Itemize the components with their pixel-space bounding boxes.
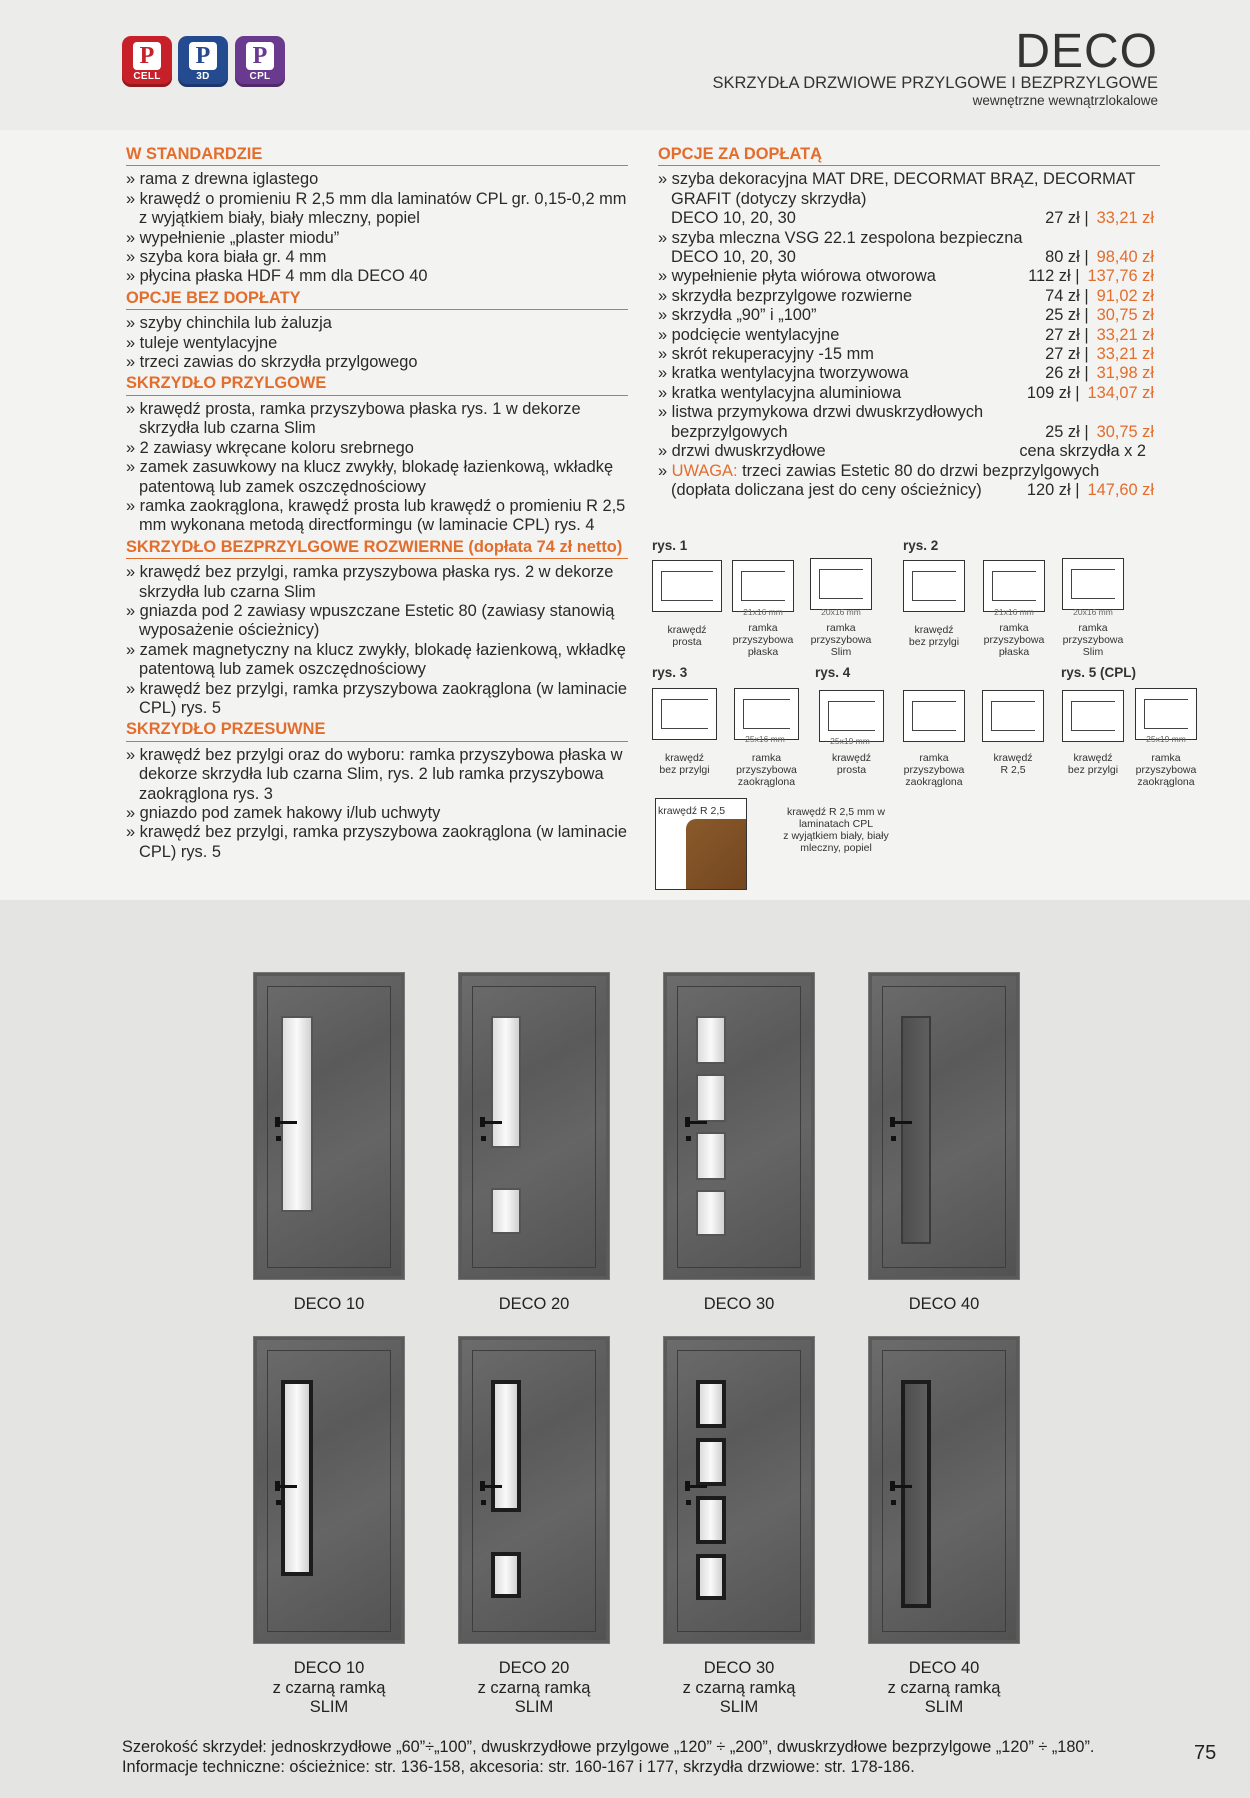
price: 27 zł | 33,21 zł — [1045, 325, 1154, 344]
section-heading: SKRZYDŁO BEZPRZYLGOWE ROZWIERNE (dopłata 74 zł netto) — [126, 538, 628, 559]
door-label: DECO 10 — [293, 1295, 365, 1313]
glass-pane — [696, 1074, 726, 1122]
diagram-label: rys. 5 (CPL) — [1061, 665, 1137, 680]
page-subtitle: SKRZYDŁA DRZWIOWE PRZYLGOWE I BEZPRZYLGOWE — [712, 74, 1158, 92]
option-item: DECO 10, 20, 30 80 zł | 98,40 zł — [671, 248, 1154, 267]
price: 27 zł | 33,21 zł — [1045, 345, 1154, 364]
door-image — [869, 1337, 1019, 1643]
door-handle-icon — [480, 1485, 502, 1488]
profile-icon — [1062, 558, 1124, 610]
option-item: » szyba dekoracyjna MAT DRE, DECORMAT BRĄZ, DECORMAT GRAFIT (dotyczy skrzydła) — [658, 170, 1136, 208]
left-column — [126, 145, 628, 864]
dimension-label: 20x16 mm — [821, 607, 861, 617]
list-item: » krawędź bez przylgi, ramka przyszybowa zaokrąglona (w laminacie CPL) rys. 5 — [126, 823, 628, 862]
diagram-caption: krawędź R 2,5 — [993, 752, 1033, 776]
profile-icon — [983, 560, 1045, 612]
right-column — [658, 145, 1160, 500]
door-handle-icon — [480, 1121, 502, 1124]
keyhole-icon — [686, 1136, 691, 1141]
glass-pane — [281, 1016, 313, 1212]
profile-icon — [652, 560, 722, 612]
list-item: » gniazdo pod zamek hakowy i/lub uchwyty — [126, 804, 628, 823]
price: 74 zł | 91,02 zł — [1045, 286, 1154, 305]
list-item: » zamek zasuwkowy na klucz zwykły, blokadę łazienkową, wkładkę patentową lub zamek oszczędnościowy — [126, 458, 628, 497]
option-item: » skrót rekuperacyjny -15 mm 27 zł | 33,21 zł — [658, 345, 1154, 364]
dimension-label: 25x16 mm — [745, 734, 785, 744]
price: 25 zł | 30,75 zł — [1045, 422, 1154, 441]
list-item: » krawędź o promieniu R 2,5 mm dla laminatów CPL gr. 0,15-0,2 mm z wyjątkiem biały, biały mleczny, popiel — [126, 190, 628, 229]
diagram-label: rys. 4 — [815, 665, 851, 680]
door-image — [254, 1337, 404, 1643]
list-item: » tuleje wentylacyjne — [126, 334, 628, 353]
diagram-caption: ramka przyszybowa Slim — [1062, 622, 1124, 658]
cell-badge-icon: P CELL — [122, 36, 172, 87]
glass-pane — [281, 1380, 313, 1576]
options-list — [658, 170, 1160, 500]
price: 26 zł | 31,98 zł — [1045, 364, 1154, 383]
list-item: » krawędź bez przylgi, ramka przyszybowa zaokrąglona (w laminacie CPL) rys. 5 — [126, 680, 628, 719]
section-heading: SKRZYDŁO PRZESUWNE — [126, 720, 628, 741]
option-item: » drzwi dwuskrzydłowe cena skrzydła x 2 — [658, 442, 1160, 461]
price: 112 zł | 137,76 zł — [1028, 267, 1154, 286]
price: 120 zł | 147,60 zł — [1026, 480, 1154, 499]
keyhole-icon — [891, 1136, 896, 1141]
door-image — [664, 973, 814, 1279]
list-item: » zamek magnetyczny na klucz zwykły, blokadę łazienkową, wkładkę patentową lub zamek oszczędnościowy — [126, 641, 628, 680]
page-number: 75 — [1194, 1742, 1217, 1764]
profile-icon — [1062, 690, 1124, 742]
page-title: DECO — [1015, 25, 1158, 78]
list-item: » krawędź prosta, ramka przyszybowa płaska rys. 1 w dekorze skrzydła lub czarna Slim — [126, 400, 628, 439]
diagram-caption: ramka przyszybowa płaska — [983, 622, 1045, 658]
profile-icon — [903, 690, 965, 742]
keyhole-icon — [481, 1136, 486, 1141]
glass-pane — [491, 1552, 521, 1598]
door-label: DECO 10 z czarną ramką SLIM — [272, 1659, 386, 1716]
price: 109 zł | 134,07 zł — [1026, 383, 1154, 402]
glass-pane — [696, 1380, 726, 1428]
glass-pane — [696, 1554, 726, 1600]
edge-sample-label: krawędź R 2,5 — [658, 805, 726, 817]
option-item: » UWAGA: trzeci zawias Estetic 80 do drzwi bezprzylgowych — [658, 461, 1100, 480]
keyhole-icon — [891, 1500, 896, 1505]
diagram-caption: ramka przyszybowa Slim — [810, 622, 872, 658]
profile-icon — [903, 560, 965, 612]
profile-icon — [732, 560, 794, 612]
option-item: » szyba mleczna VSG 22.1 zespolona bezpieczna — [658, 228, 1023, 247]
dimension-label: 21x16 mm — [743, 607, 783, 617]
dimension-label: 20x16 mm — [1073, 607, 1113, 617]
price: 27 zł | 33,21 zł — [1045, 209, 1154, 228]
glass-pane — [696, 1190, 726, 1236]
option-item: » listwa przymykowa drzwi dwuskrzydłowych — [658, 403, 984, 422]
list-item: » ramka zaokrąglona, krawędź prosta lub krawędź o promieniu R 2,5 mm wykonana metodą directformingu (w laminacie CPL) rys. 4 — [126, 497, 628, 536]
footer-note: Szerokość skrzydeł: jednoskrzydłowe „60”÷„100”, dwuskrzydłowe przylgowe „120” ÷ „200”, dwuskrzydłowe bezprzylgowe „120” ÷ „180”. Informacje techniczne: ościeżnice: str. 136-158, akcesoria: str. 160-167 i 177, skrzydła drzwiowe: str. 178-186. — [122, 1738, 1095, 1776]
price: 80 zł | 98,40 zł — [1045, 248, 1154, 267]
door-label: DECO 20 — [498, 1295, 570, 1313]
door-handle-icon — [890, 1121, 912, 1124]
profile-icon — [982, 690, 1044, 742]
diagram-caption: ramka przyszybowa zaokrąglona — [1135, 752, 1197, 788]
edge-sample-note: krawędź R 2,5 mm w laminatach CPL z wyjątkiem biały, biały mleczny, popiel — [783, 806, 889, 854]
door-image — [459, 973, 609, 1279]
panel-inset — [901, 1380, 931, 1608]
keyhole-icon — [686, 1500, 691, 1505]
glass-pane — [696, 1438, 726, 1486]
diagram-caption: krawędź prosta — [667, 624, 707, 648]
list-item: » wypełnienie „plaster miodu” — [126, 229, 628, 248]
price: cena skrzydła x 2 — [1019, 442, 1146, 461]
diagram-caption: krawędź bez przylgi — [1067, 752, 1119, 776]
option-item: » podcięcie wentylacyjne 27 zł | 33,21 zł — [658, 325, 1154, 344]
door-handle-icon — [685, 1485, 707, 1488]
keyhole-icon — [481, 1500, 486, 1505]
door-handle-icon — [890, 1485, 912, 1488]
dimension-label: 21x16 mm — [994, 607, 1034, 617]
diagram-caption: ramka przyszybowa zaokrąglona — [736, 752, 797, 788]
doors-band — [0, 900, 1250, 1798]
option-item: » kratka wentylacyjna aluminiowa 109 zł | 134,07 zł — [658, 383, 1154, 402]
diagram-caption: ramka przyszybowa zaokrąglona — [903, 752, 965, 788]
door-handle-icon — [275, 1485, 297, 1488]
door-handle-icon — [685, 1121, 707, 1124]
list-item: » szyby chinchila lub żaluzja — [126, 314, 628, 333]
list-item: » 2 zawiasy wkręcane koloru srebrnego — [126, 439, 628, 458]
list-item: » rama z drewna iglastego — [126, 170, 628, 189]
list-item: » płycina płaska HDF 4 mm dla DECO 40 — [126, 267, 628, 286]
list-item: » krawędź bez przylgi, ramka przyszybowa płaska rys. 2 w dekorze skrzydła lub czarna Slim — [126, 563, 628, 602]
diagram-label: rys. 2 — [903, 538, 939, 553]
profile-icon — [652, 688, 717, 740]
page-subtitle-2: wewnętrzne wewnątrzlokalowe — [972, 93, 1158, 108]
door-image — [664, 1337, 814, 1643]
list-item: » trzeci zawias do skrzydła przylgowego — [126, 353, 628, 372]
keyhole-icon — [276, 1500, 281, 1505]
section-heading: OPCJE BEZ DOPŁATY — [126, 289, 628, 310]
door-label: DECO 30 — [703, 1295, 775, 1313]
list-item: » krawędź bez przylgi oraz do wyboru: ramka przyszybowa płaska w dekorze skrzydła lub czarna Slim, rys. 2 lub ramka przyszybowa zaokrąglona rys. 3 — [126, 746, 628, 804]
door-label: DECO 40 z czarną ramką SLIM — [887, 1659, 1001, 1716]
glass-pane — [696, 1016, 726, 1064]
option-item: » skrzydła bezprzylgowe rozwierne 74 zł | 91,02 zł — [658, 286, 1154, 305]
dimension-label: 25x19 mm — [830, 736, 870, 746]
section-heading: SKRZYDŁO PRZYLGOWE — [126, 374, 628, 395]
3d-badge-icon: P 3D — [178, 36, 228, 87]
door-label: DECO 40 — [908, 1295, 980, 1313]
option-item: (dopłata doliczana jest do ceny ościeżnicy) 120 zł | 147,60 zł — [671, 480, 1154, 499]
diagram-label: rys. 1 — [652, 538, 688, 553]
diagram-caption: ramka przyszybowa płaska — [732, 622, 794, 658]
list-item: » gniazda pod 2 zawiasy wpuszczane Estetic 80 (zawiasy stanowią wyposażenie ościeżnicy) — [126, 602, 628, 641]
glass-pane — [696, 1132, 726, 1180]
door-image — [459, 1337, 609, 1643]
door-label: DECO 20 z czarną ramką SLIM — [477, 1659, 591, 1716]
option-item: » wypełnienie płyta wiórowa otworowa 112 zł | 137,76 zł — [658, 267, 1154, 286]
section-heading: OPCJE ZA DOPŁATĄ — [658, 145, 1160, 166]
diagram-label: rys. 3 — [652, 665, 688, 680]
door-image — [869, 973, 1019, 1279]
price: 25 zł | 30,75 zł — [1045, 306, 1154, 325]
keyhole-icon — [276, 1136, 281, 1141]
glass-pane — [696, 1496, 726, 1544]
diagram-caption: krawędź bez przylgi — [659, 752, 710, 776]
list-item: » szyba kora biała gr. 4 mm — [126, 248, 628, 267]
glass-pane — [491, 1380, 521, 1512]
profile-icon — [810, 558, 872, 610]
dimension-label: 25x19 mm — [1146, 734, 1186, 744]
panel-inset — [901, 1016, 931, 1244]
glass-pane — [491, 1016, 521, 1148]
option-item: » skrzydła „90” i „100” 25 zł | 30,75 zł — [658, 306, 1154, 325]
section-heading: W STANDARDZIE — [126, 145, 628, 166]
door-label: DECO 30 z czarną ramką SLIM — [682, 1659, 796, 1716]
door-image — [254, 973, 404, 1279]
option-item: DECO 10, 20, 30 27 zł | 33,21 zł — [671, 209, 1154, 228]
diagram-caption: krawędź bez przylgi — [908, 624, 960, 648]
option-item: » kratka wentylacyjna tworzywowa 26 zł | 31,98 zł — [658, 364, 1154, 383]
glass-pane — [491, 1188, 521, 1234]
diagram-caption: krawędź prosta — [831, 752, 872, 776]
option-item: bezprzylgowych 25 zł | 30,75 zł — [671, 422, 1154, 441]
door-handle-icon — [275, 1121, 297, 1124]
cpl-badge-icon: P CPL — [235, 36, 285, 87]
